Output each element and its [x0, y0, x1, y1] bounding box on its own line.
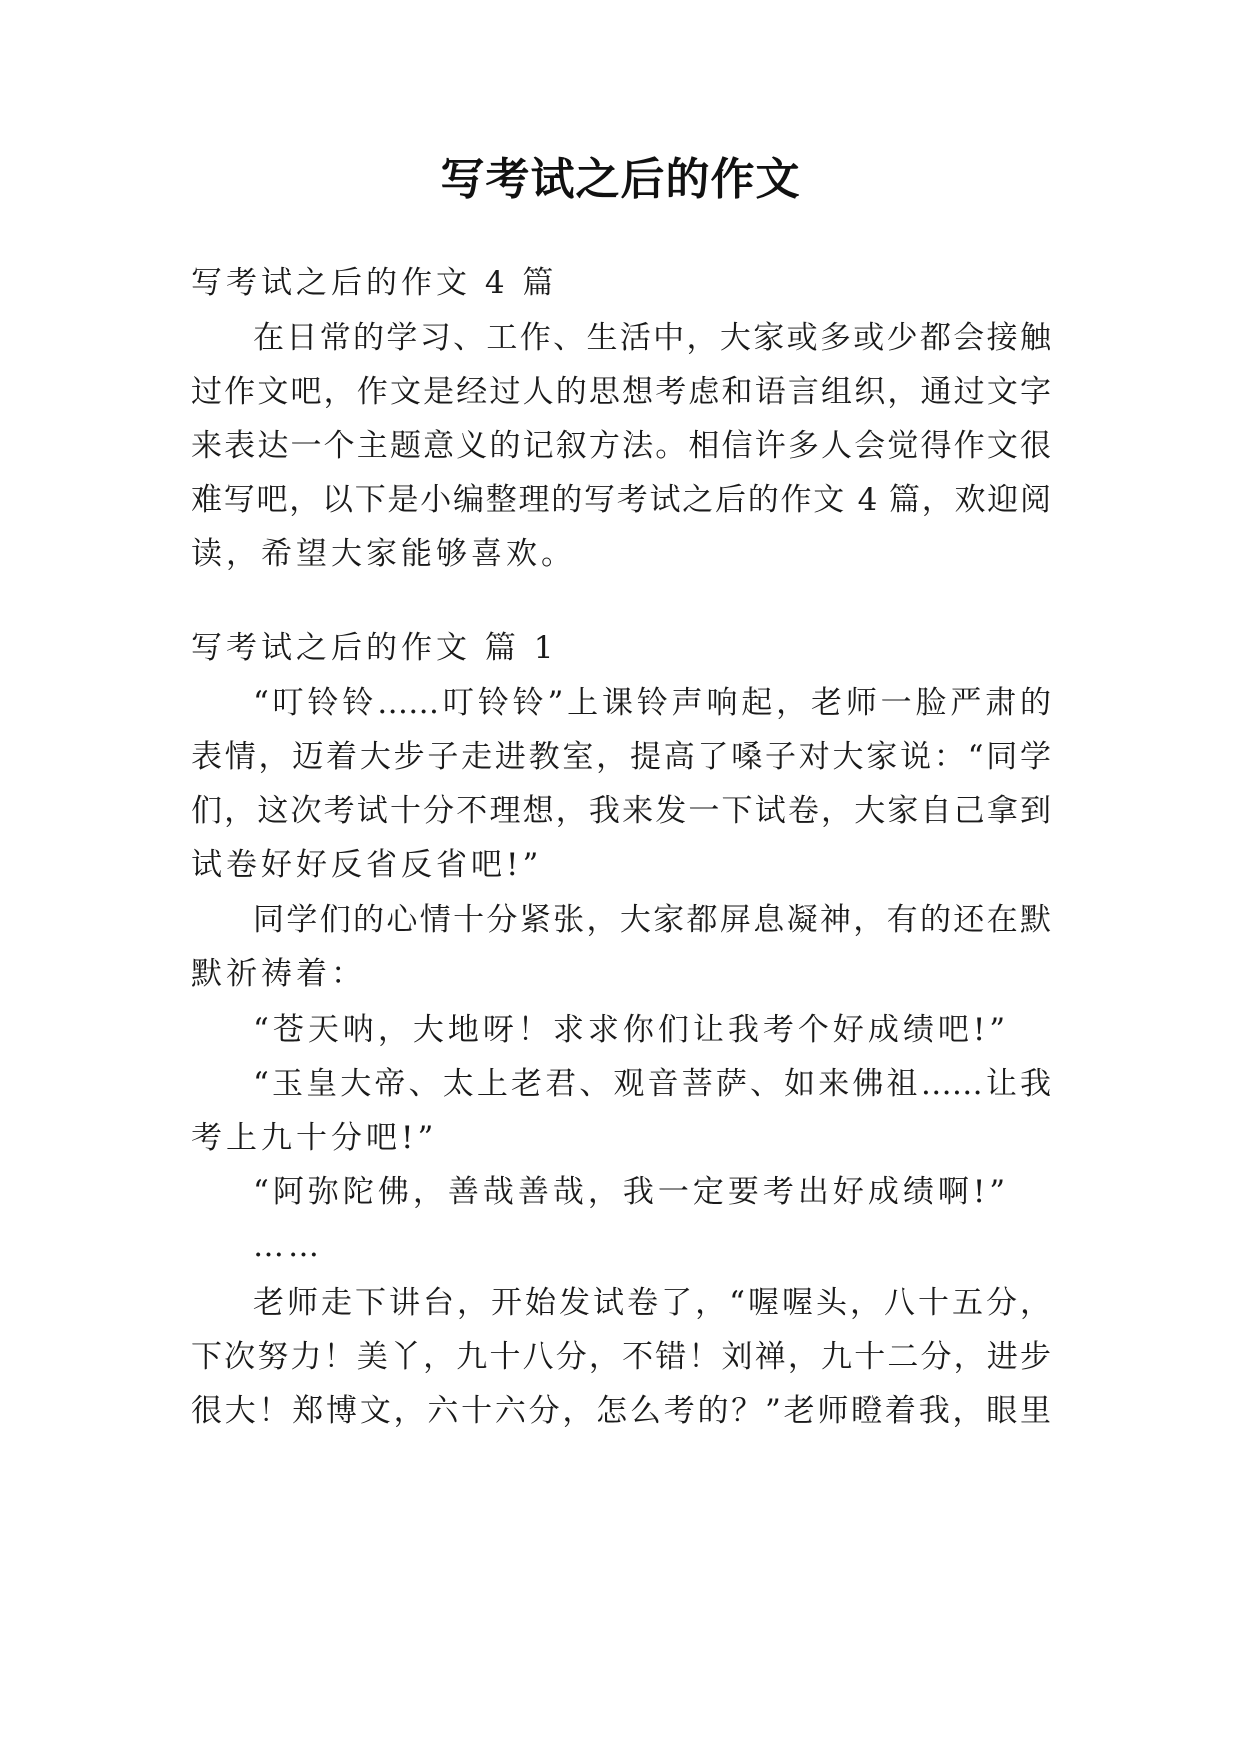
section1-line-8: “玉皇大帝、太上老君、观音菩萨、如来佛祖……让我	[253, 1066, 1051, 1102]
intro-line-4: 难写吧，以下是小编整理的写考试之后的作文 4 篇，欢迎阅	[191, 482, 1051, 518]
section1-line-4: 试卷好好反省反省吧!”	[191, 847, 543, 883]
section1-ellipsis: ……	[253, 1228, 323, 1264]
intro-line-3: 来表达一个主题意义的记叙方法。相信许多人会觉得作文很	[191, 428, 1051, 464]
section1-line-14: 很大！郑博文，六十六分，怎么考的？”老师瞪着我，眼里	[191, 1393, 1051, 1429]
intro-line-2: 过作文吧，作文是经过人的思想考虑和语言组织，通过文字	[191, 374, 1051, 410]
intro-line-5: 读，希望大家能够喜欢。	[191, 536, 576, 572]
section1-line-7: “苍天呐，大地呀！求求你们让我考个好成绩吧!”	[253, 1012, 1010, 1048]
intro-line-1: 在日常的学习、工作、生活中，大家或多或少都会接触	[253, 320, 1051, 356]
document-title: 写考试之后的作文	[440, 154, 801, 205]
section1-heading: 写考试之后的作文 篇 1	[191, 630, 558, 666]
section1-line-10: “阿弥陀佛，善哉善哉，我一定要考出好成绩啊!”	[253, 1174, 1010, 1210]
section1-line-3: 们，这次考试十分不理想，我来发一下试卷，大家自己拿到	[191, 793, 1051, 829]
section1-line-9: 考上九十分吧!”	[191, 1120, 438, 1156]
section1-line-12: 老师走下讲台，开始发试卷了，“喔喔头，八十五分，	[253, 1285, 1051, 1321]
intro-heading: 写考试之后的作文 4 篇	[191, 265, 558, 301]
section1-line-1: “叮铃铃……叮铃铃”上课铃声响起，老师一脸严肃的	[253, 685, 1051, 721]
section1-line-2: 表情，迈着大步子走进教室，提高了嗓子对大家说：“同学	[191, 739, 1051, 775]
section1-line-6: 默祈祷着：	[191, 956, 366, 992]
section1-line-5: 同学们的心情十分紧张，大家都屏息凝神，有的还在默	[253, 902, 1051, 938]
section1-line-13: 下次努力！美丫，九十八分，不错！刘禅，九十二分，进步	[191, 1339, 1051, 1375]
